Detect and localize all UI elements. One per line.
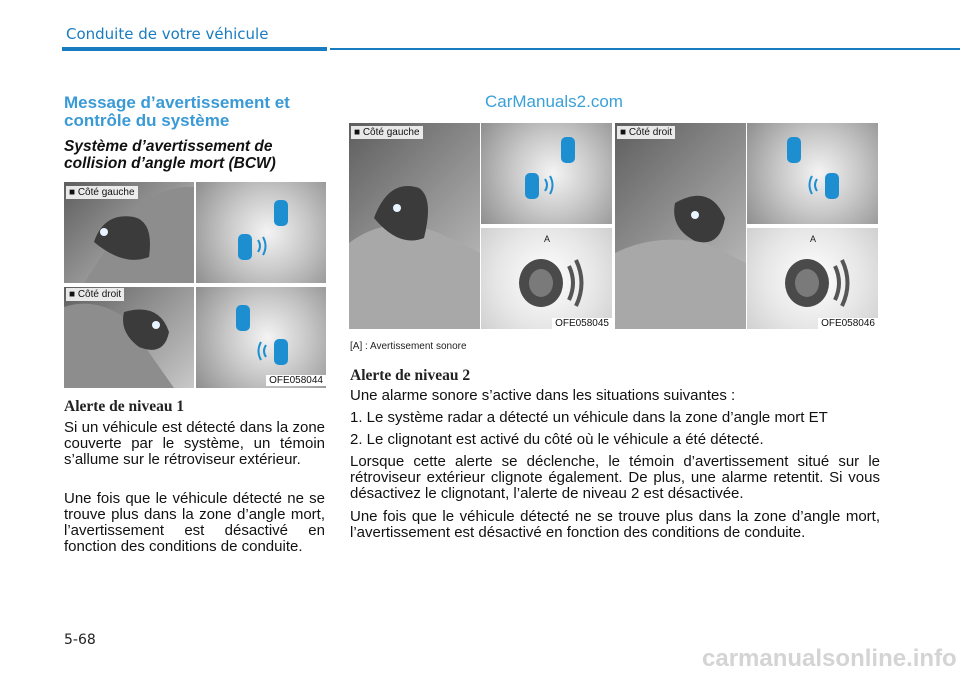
level2-item-2: 2. Le clignotant est activé du côté où le véhicule a été détecté. xyxy=(350,431,764,448)
level2-title: Alerte de niveau 2 xyxy=(350,367,471,384)
footer-watermark: carmanualsonline.info xyxy=(702,645,957,672)
speaker-image xyxy=(481,228,612,329)
mirror-icon xyxy=(64,287,194,388)
mirror-icon xyxy=(615,123,746,329)
figure-code: OFE058045 xyxy=(552,318,612,329)
section-title: Message d’avertissement et contrôle du système xyxy=(64,93,290,130)
mirror-right-image xyxy=(64,287,194,388)
header-rule-thin xyxy=(330,48,960,50)
level1-paragraph-2: Une fois que le véhicule détecté ne se trouve plus dans la zone d’angle mort, l’avertissement est désactivé en fonction des conditions de conduite. xyxy=(64,490,325,555)
figure-label-right-side: ■ Côté droit xyxy=(66,288,124,301)
figure-code: OFE058044 xyxy=(266,375,326,386)
level2-paragraph-1: Lorsque cette alerte se déclenche, le témoin d’avertissement situé sur le rétroviseur extérieur clignote également. De plus, une alarme retentit. Si vous désactivez le clignotant, l’alerte de niveau 2 est désactivée. xyxy=(350,453,880,502)
level2-paragraph-2: Une fois que le véhicule détecté ne se trouve plus dans la zone d’angle mort, l’avertissement est désactivé en fonction des conditions de conduite. xyxy=(350,508,880,541)
level2-item-1: 1. Le système radar a détecté un véhicule dans la zone d’angle mort ET xyxy=(350,409,828,426)
page-number: 5-68 xyxy=(64,632,96,648)
car-alert-icon xyxy=(196,182,326,283)
figure-caption: [A] : Avertissement sonore xyxy=(350,341,467,352)
figure-label: ■ Côté droit xyxy=(617,126,675,139)
figure-middle xyxy=(349,123,612,329)
mirror-icon xyxy=(349,123,480,329)
mirror-image xyxy=(349,123,480,329)
section-subtitle: Système d’avertissement de collision d’angle mort (BCW) xyxy=(64,138,276,172)
figure-right xyxy=(615,123,878,329)
page-header-title: Conduite de votre véhicule xyxy=(66,25,269,43)
radar-image-left xyxy=(196,182,326,283)
mirror-image xyxy=(615,123,746,329)
speaker-image xyxy=(747,228,878,329)
figure-code: OFE058046 xyxy=(818,318,878,329)
speaker-label: A xyxy=(544,234,551,244)
radar-image xyxy=(747,123,878,224)
figure-label: ■ Côté gauche xyxy=(351,126,423,139)
radar-image xyxy=(481,123,612,224)
figure-left xyxy=(64,182,326,388)
level2-intro: Une alarme sonore s’active dans les situations suivantes : xyxy=(350,387,736,404)
car-alert-icon xyxy=(196,287,326,388)
watermark: CarManuals2.com xyxy=(485,92,623,111)
speaker-label: A xyxy=(810,234,817,244)
header-rule-thick xyxy=(62,47,327,51)
level1-paragraph-1: Si un véhicule est détecté dans la zone couverte par le système, un témoin s’allume sur le rétroviseur extérieur. xyxy=(64,419,325,468)
level1-title: Alerte de niveau 1 xyxy=(64,398,185,415)
car-alert-icon xyxy=(481,123,612,224)
radar-image-right xyxy=(196,287,326,388)
car-alert-icon xyxy=(747,123,878,224)
figure-label-left-side: ■ Côté gauche xyxy=(66,186,138,199)
